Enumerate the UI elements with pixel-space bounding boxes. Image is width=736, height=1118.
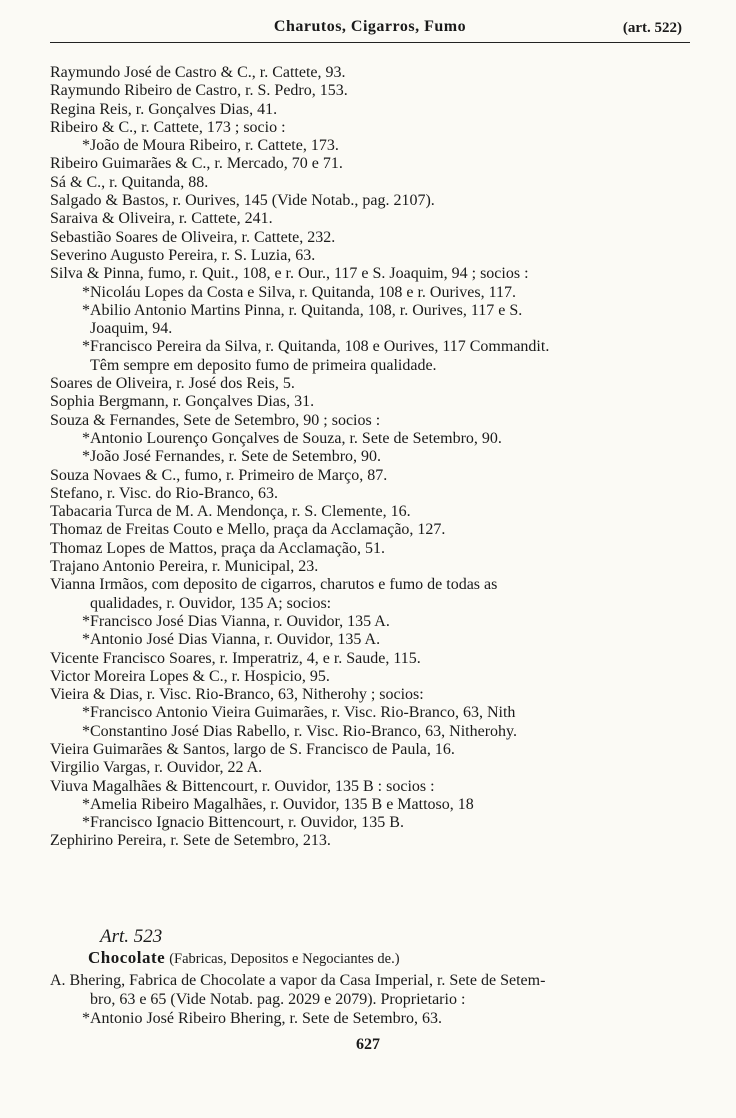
entry-line: Raymundo Ribeiro de Castro, r. S. Pedro, 153.: [50, 82, 348, 100]
entry-line: Joaquim, 94.: [90, 320, 173, 338]
entry-line: *Nicoláu Lopes da Costa e Silva, r. Quitanda, 108 e r. Ourives, 117.: [82, 283, 516, 301]
section-art-label: Art. 523: [100, 926, 163, 947]
entry-line: Zephirino Pereira, r. Sete de Setembro, 213.: [50, 832, 331, 850]
entry-line: Thomaz de Freitas Couto e Mello, praça da Acclamação, 127.: [50, 521, 446, 539]
entry-line: Soares de Oliveira, r. José dos Reis, 5.: [50, 375, 295, 393]
entry-line: Sá & C., r. Quitanda, 88.: [50, 173, 209, 191]
entry-line: Victor Moreira Lopes & C., r. Hospicio, 95.: [50, 667, 330, 685]
entry-line: Saraiva & Oliveira, r. Cattete, 241.: [50, 210, 273, 228]
entry-line: *Francisco Pereira da Silva, r. Quitanda, 108 e Ourives, 117 Commandit.: [82, 338, 550, 356]
entries-list: [50, 64, 700, 851]
section-heading: [50, 948, 700, 969]
running-header: [50, 8, 690, 43]
entry-line: *João José Fernandes, r. Sete de Setembro, 90.: [82, 448, 382, 466]
entry-line: *Francisco Antonio Vieira Guimarães, r. Visc. Rio-Branco, 63, Nith: [82, 704, 516, 722]
entry-line: Ribeiro Guimarães & C., r. Mercado, 70 e 71.: [50, 155, 343, 173]
entry-line: *Francisco José Dias Vianna, r. Ouvidor, 135 A.: [82, 612, 390, 630]
entry-line: Severino Augusto Pereira, r. S. Luzia, 63.: [50, 246, 316, 264]
entry-line: *Francisco Ignacio Bittencourt, r. Ouvidor, 135 B.: [82, 814, 404, 832]
entry-line: Regina Reis, r. Gonçalves Dias, 41.: [50, 100, 278, 118]
section-subtitle: (Fabricas, Depositos e Negociantes de.): [169, 951, 400, 967]
entry-line: *Abilio Antonio Martins Pinna, r. Quitanda, 108, r. Ourives, 117 e S.: [82, 301, 523, 319]
entry-line: Virgilio Vargas, r. Ouvidor, 22 A.: [50, 759, 263, 777]
entry-line: *Antonio José Ribeiro Bhering, r. Sete de Setembro, 63.: [82, 1010, 442, 1027]
entry-line: Raymundo José de Castro & C., r. Cattete, 93.: [50, 64, 346, 81]
section-chocolate: [50, 926, 700, 1028]
entry-line: *Antonio José Dias Vianna, r. Ouvidor, 135 A.: [82, 631, 381, 649]
entry-line: Salgado & Bastos, r. Ourives, 145 (Vide Notab., pag. 2107).: [50, 192, 435, 210]
entry-line: *Antonio Lourenço Gonçalves de Souza, r. Sete de Setembro, 90.: [82, 429, 502, 447]
entry-line: qualidades, r. Ouvidor, 135 A; socios:: [90, 594, 332, 612]
entry-line: Souza Novaes & C., fumo, r. Primeiro de Março, 87.: [50, 466, 388, 484]
entry-line: A. Bhering, Fabrica de Chocolate a vapor da Casa Imperial, r. Sete de Setem-: [50, 972, 546, 989]
entry-line: Tabacaria Turca de M. A. Mendonça, r. S. Clemente, 16.: [50, 503, 411, 521]
entry-line: *Amelia Ribeiro Magalhães, r. Ouvidor, 135 B e Mattoso, 18: [82, 795, 474, 813]
entry-line: Têm sempre em deposito fumo de primeira qualidade.: [90, 356, 437, 374]
entry-line: Stefano, r. Visc. do Rio-Branco, 63.: [50, 484, 279, 502]
entry-line: Souza & Fernandes, Sete de Setembro, 90 ; socios :: [50, 411, 381, 429]
page-number: 627: [356, 1036, 380, 1053]
entry-line: *João de Moura Ribeiro, r. Cattete, 173.: [82, 137, 339, 155]
entry-line: Thomaz Lopes de Mattos, praça da Acclamação, 51.: [50, 539, 385, 557]
section-entries: [50, 971, 700, 1028]
entry-line: Vianna Irmãos, com deposito de cigarros, charutos e fumo de todas as: [50, 576, 498, 594]
entry-line: Trajano Antonio Pereira, r. Municipal, 23.: [50, 558, 319, 576]
entry-line: Silva & Pinna, fumo, r. Quit., 108, e r. Our., 117 e S. Joaquim, 94 ; socios :: [50, 265, 529, 283]
entry-line: Sophia Bergmann, r. Gonçalves Dias, 31.: [50, 393, 315, 411]
entry-line: Vicente Francisco Soares, r. Imperatriz, 4, e r. Saude, 115.: [50, 649, 421, 667]
entry-line: Ribeiro & C., r. Cattete, 173 ; socio :: [50, 118, 286, 136]
entry-line: Vieira Guimarães & Santos, largo de S. Francisco de Paula, 16.: [50, 740, 455, 758]
entry-line: Viuva Magalhães & Bittencourt, r. Ouvidor, 135 B : socios :: [50, 777, 435, 795]
entry-line: *Constantino José Dias Rabello, r. Visc. Rio-Branco, 63, Nitherohy.: [82, 722, 517, 740]
entry-line: Vieira & Dias, r. Visc. Rio-Branco, 63, Nitherohy ; socios:: [50, 686, 424, 704]
section-title: Chocolate: [88, 948, 166, 967]
header-title: Charutos, Cigarros, Fumo: [273, 18, 467, 35]
entry-line: Sebastião Soares de Oliveira, r. Cattete, 232.: [50, 228, 336, 246]
header-article: (art. 522): [622, 20, 682, 36]
entry-line: bro, 63 e 65 (Vide Notab. pag. 2029 e 2079). Proprietario :: [90, 991, 466, 1008]
